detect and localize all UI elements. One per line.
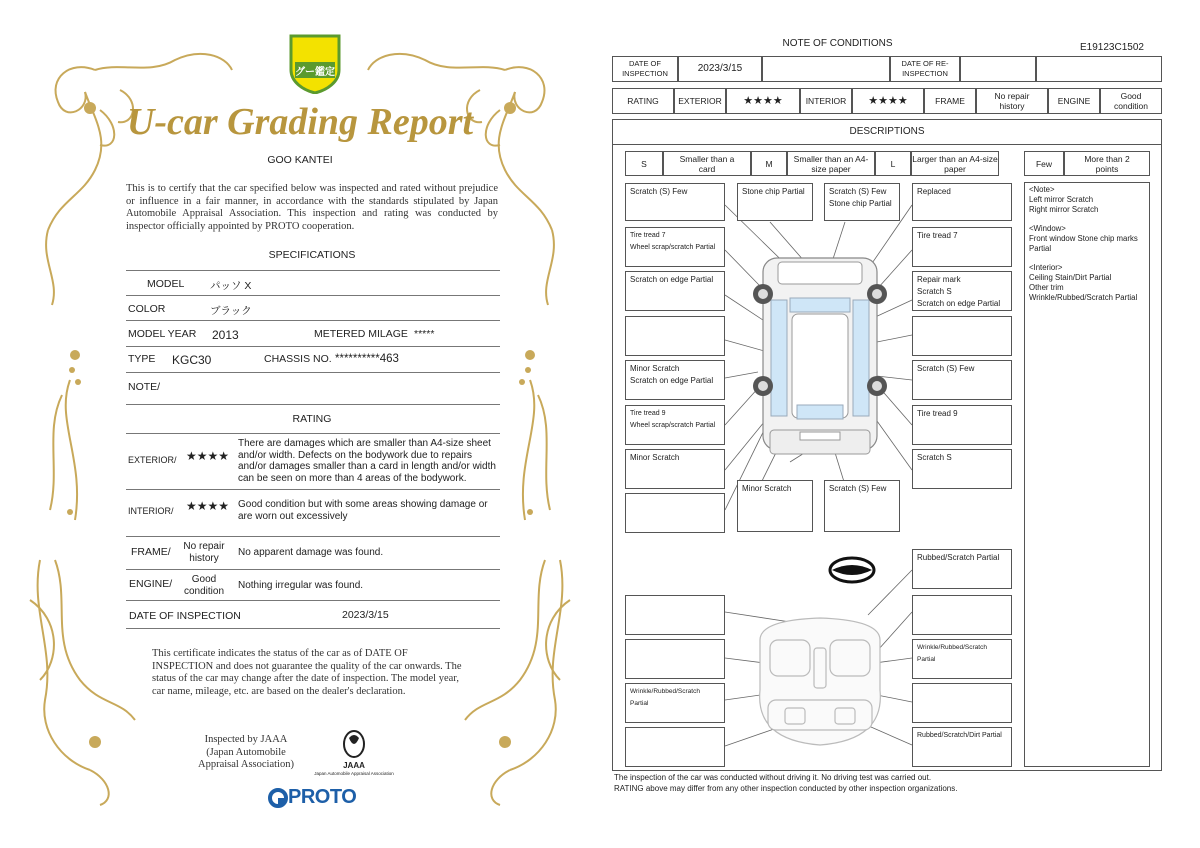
interior-box: Rubbed/Scratch/Dirt Partial [912, 727, 1012, 767]
exterior-box: Minor Scratch Scratch on edge Partial [625, 360, 725, 400]
note-of-conditions [600, 0, 1200, 848]
proto-mark-icon [268, 788, 288, 808]
color-value: ブラック [210, 305, 252, 317]
exterior-box: Minor Scratch [625, 449, 725, 489]
interior-box [625, 727, 725, 767]
report-subtitle: GOO KANTEI [267, 154, 333, 166]
exterior-box: Replaced [912, 183, 1012, 221]
legend-l: L [875, 151, 911, 176]
window-item: Front window Stone chip marks Partial [1029, 233, 1138, 253]
jaaa-subtext: Japan Automobile Appraisal Association [314, 771, 394, 776]
car-interior-view [760, 618, 881, 745]
report-title: U-car Grading Report [126, 101, 474, 143]
note-item: Right mirror Scratch [1029, 204, 1099, 214]
report-id: E19123C1502 [1080, 42, 1144, 53]
date-label-cell: DATE OF INSPECTION [612, 56, 678, 82]
frame-value-cell: No repair history [976, 88, 1048, 114]
chassis-label: CHASSIS NO. [264, 353, 332, 365]
model-label: MODEL [147, 278, 185, 290]
engine-label-cell: ENGINE [1048, 88, 1100, 114]
exterior-box: Scratch (S) Few [625, 183, 725, 221]
exterior-box: Tire tread 7 Wheel scrap/scratch Partial [625, 227, 725, 267]
exterior-box: Scratch (S) Few [912, 360, 1012, 400]
specifications-header: SPECIFICATIONS [268, 249, 356, 261]
chassis-value: **********463 [335, 353, 399, 365]
engine-value-cell: Good condition [1100, 88, 1162, 114]
model-value: パッソ X [210, 280, 252, 292]
goo-kantei-badge [287, 32, 343, 94]
exterior-box: Stone chip Partial [737, 183, 813, 221]
interior-box [625, 639, 725, 679]
interior-box [625, 595, 725, 635]
window-heading: <Window> [1029, 224, 1066, 234]
proto-logo [268, 786, 368, 810]
legend-few: Few [1024, 151, 1064, 176]
inspection-date-value: 2023/3/15 [342, 609, 389, 621]
exterior-box: Scratch (S) Few Stone chip Partial [824, 183, 900, 221]
legend-s-desc: Smaller than a card [663, 151, 751, 176]
model-year-value: 2013 [212, 328, 239, 342]
engine-description: Nothing irregular was found. [238, 580, 364, 591]
exterior-box [912, 316, 1012, 356]
exterior-box: Minor Scratch [737, 480, 813, 532]
interior-box [912, 683, 1012, 723]
interior-item: Other trim [1029, 282, 1064, 292]
jaaa-text: JAAA [343, 761, 365, 770]
jaaa-logo [314, 730, 394, 780]
interior-box [912, 595, 1012, 635]
rating-label-cell: RATING [612, 88, 674, 114]
exterior-box [625, 316, 725, 356]
exterior-box: Tire tread 9 Wheel scrap/scratch Partial [625, 405, 725, 445]
frame-value: No repair history [183, 541, 225, 564]
certificate-intro: This is to certify that the car specified below was inspected and rated without prejudice or influence in a fair manner, in accordance with the standards stipulated by Japan Automobile Appraisal Association. This inspection and rating was conducted by inspector officially appointed by PROTO cooperation. [126, 183, 498, 232]
date-value-cell: 2023/3/15 [678, 56, 762, 82]
note-label: NOTE/ [128, 381, 161, 393]
exterior-stars: ★★★★ [186, 449, 230, 463]
interior-description: Good condition but with some areas showing damage or are worn out excessively [238, 499, 488, 522]
type-label: TYPE [128, 353, 156, 365]
exterior-box: Scratch S [912, 449, 1012, 489]
legend-m-desc: Smaller than an A4-size paper [787, 151, 875, 176]
descriptions-header: DESCRIPTIONS [612, 119, 1162, 145]
interior-heading: <Interior> [1029, 263, 1063, 273]
rating-header: RATING [292, 413, 332, 425]
model-year-label: MODEL YEAR [128, 328, 197, 340]
interior-box: Wrinkle/Rubbed/Scratch Partial [912, 639, 1012, 679]
exterior-box: Repair mark Scratch S Scratch on edge Partial [912, 271, 1012, 311]
exterior-box: Scratch on edge Partial [625, 271, 725, 311]
interior-box: Wrinkle/Rubbed/Scratch Partial [625, 683, 725, 723]
interior-box: Rubbed/Scratch Partial [912, 549, 1012, 589]
jaaa-emblem-icon [341, 730, 367, 760]
engine-value: Good condition [183, 574, 225, 597]
exterior-box: Scratch (S) Few [824, 480, 900, 532]
certificate-disclaimer: This certificate indicates the status of the car as of DATE OF INSPECTION and does not guarantee the quality of the car onwards. The status of the car may change after the date of inspection. The model year, car name, mileage, etc. are based on the dealer's declaration. [152, 648, 462, 697]
proto-text: PROTO [288, 786, 357, 808]
mileage-label: METERED MILAGE [314, 328, 408, 340]
exterior-box [625, 493, 725, 533]
note-heading: <Note> [1029, 185, 1055, 194]
footer-note-2: RATING above may differ from any other inspection conducted by other inspection organizations. [614, 784, 958, 793]
interior-stars: ★★★★ [186, 499, 230, 513]
inspected-by: Inspected by JAAA (Japan Automobile Appraisal Association) [198, 734, 294, 770]
exterior-description: There are damages which are smaller than A4-size sheet and/or width. Defects on the bodywork due to repairs and/or damages smaller than a card in length and/or width can be seen on more than 4 areas of the bodywork. [238, 438, 496, 484]
reinspection-label-cell: DATE OF RE-INSPECTION [890, 56, 960, 82]
badge-text: グー鑑定 [295, 67, 335, 78]
car-top-view [753, 258, 887, 454]
interior-item: Ceiling Stain/Dirt Partial [1029, 273, 1112, 283]
color-label: COLOR [128, 303, 166, 315]
frame-label: FRAME/ [131, 546, 171, 558]
legend-m: M [751, 151, 787, 176]
exterior-stars-cell: ★★★★ [726, 88, 800, 114]
steering-wheel-icon [830, 558, 874, 582]
interior-label: INTERIOR/ [128, 506, 174, 516]
type-value: KGC30 [172, 353, 212, 367]
exterior-label-cell: EXTERIOR [674, 88, 726, 114]
legend-s: S [625, 151, 663, 176]
interior-label-cell: INTERIOR [800, 88, 852, 114]
exterior-box: Tire tread 9 [912, 405, 1012, 445]
mileage-value: ***** [414, 328, 435, 340]
legend-few-desc: More than 2 points [1064, 151, 1150, 176]
exterior-box: Tire tread 7 [912, 227, 1012, 267]
inspection-date-label: DATE OF INSPECTION [129, 610, 241, 622]
interior-stars-cell: ★★★★ [852, 88, 924, 114]
footer-note-1: The inspection of the car was conducted without driving it. No driving test was carried out. [614, 773, 932, 782]
legend-l-desc: Larger than an A4-size paper [911, 151, 999, 176]
interior-item: Wrinkle/Rubbed/Scratch Partial [1029, 292, 1138, 302]
note-item: Left mirror Scratch [1029, 194, 1094, 204]
engine-label: ENGINE/ [129, 578, 173, 590]
exterior-label: EXTERIOR/ [128, 455, 177, 465]
frame-label-cell: FRAME [924, 88, 976, 114]
frame-description: No apparent damage was found. [238, 547, 384, 558]
notes-box [1024, 182, 1150, 767]
conditions-title: NOTE OF CONDITIONS [782, 38, 893, 49]
